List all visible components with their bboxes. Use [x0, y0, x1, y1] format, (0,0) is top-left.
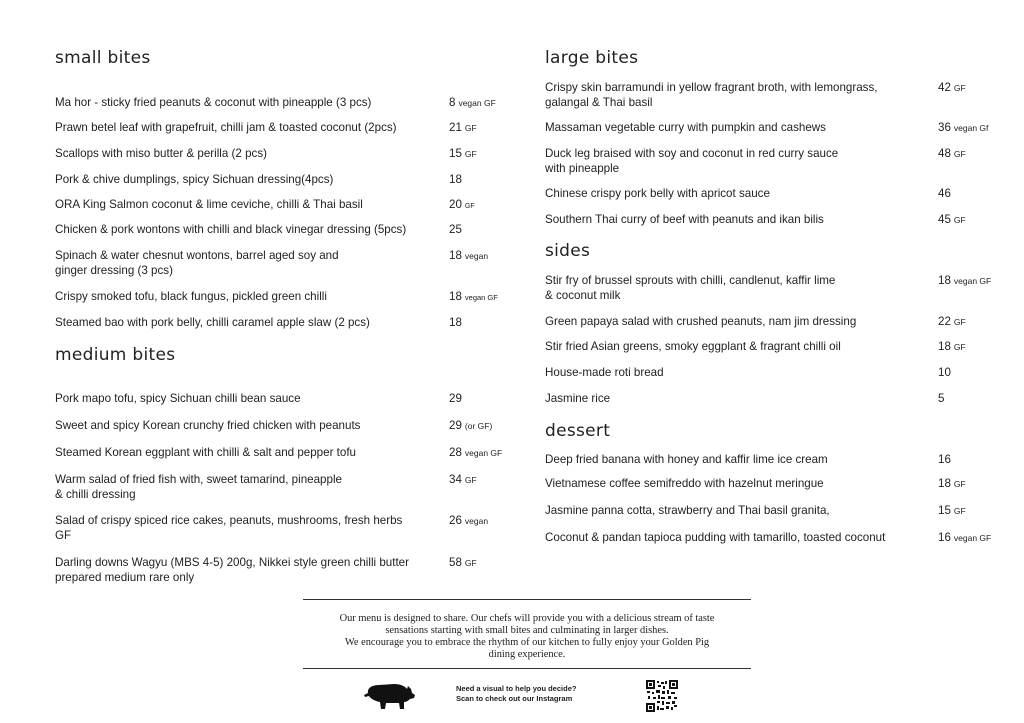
- item-tag: vegan GF: [464, 448, 503, 458]
- item-price-block: [449, 95, 496, 111]
- qr-code-icon[interactable]: [646, 680, 678, 712]
- item-price: 29: [449, 419, 462, 432]
- item-name: [545, 146, 925, 176]
- item-price-block: [938, 452, 954, 468]
- sharing-note-line: dining experience.: [488, 649, 566, 660]
- item-tag: vegan: [464, 516, 489, 526]
- item-price: 18: [449, 290, 462, 303]
- item-name: Vietnamese coffee semifreddo with hazelnut meringue: [545, 477, 824, 490]
- instagram-prompt: [456, 684, 576, 704]
- item-tag: vegan GF: [953, 533, 992, 543]
- item-name: [55, 513, 443, 543]
- sharing-note-box: [303, 599, 751, 669]
- small-bites-heading: small bites: [55, 48, 151, 68]
- item-tag: vegan GF: [464, 293, 498, 302]
- item-name: [545, 273, 925, 303]
- item-price: 29: [449, 392, 462, 405]
- item-name-line2: ginger dressing (3 pcs): [55, 264, 173, 277]
- item-tag: (or GF): [464, 421, 493, 431]
- item-name: Jasmine panna cotta, strawberry and Thai basil granita,: [545, 504, 830, 517]
- item-price: 18: [449, 173, 462, 186]
- item-price-block: [449, 120, 477, 136]
- item-price: 18: [938, 274, 951, 287]
- item-tag: GF: [464, 203, 475, 210]
- item-price-block: [449, 418, 492, 434]
- item-price: 42: [938, 81, 951, 94]
- item-name: Steamed bao with pork belly, chilli caramel apple slaw (2 pcs): [55, 316, 370, 329]
- item-price-block: [449, 391, 465, 407]
- item-name: Southern Thai curry of beef with peanuts and ikan bilis: [545, 213, 824, 226]
- item-price-block: [449, 513, 488, 529]
- item-price: 45: [938, 213, 951, 226]
- item-tag: GF: [953, 317, 966, 327]
- item-name: Steamed Korean eggplant with chilli & salt and pepper tofu: [55, 446, 356, 459]
- item-price: 26: [449, 514, 462, 527]
- item-price-block: [449, 146, 477, 162]
- item-tag: vegan GF: [458, 98, 496, 108]
- item-price-block: [938, 503, 966, 519]
- item-price-block: [449, 197, 475, 214]
- item-tag: GF: [953, 342, 966, 352]
- item-price-block: [938, 476, 966, 492]
- item-name-line2: & coconut milk: [545, 289, 621, 302]
- item-tag: GF: [953, 149, 966, 159]
- sharing-note-line: Our menu is designed to share. Our chefs will provide you with a delicious stream of taste: [339, 613, 715, 624]
- item-price: 10: [938, 366, 951, 379]
- item-name: Chinese crispy pork belly with apricot sauce: [545, 187, 770, 200]
- medium-bites-heading: medium bites: [55, 345, 176, 365]
- item-tag: GF: [464, 558, 477, 568]
- item-price-block: [449, 472, 477, 488]
- item-name: Ma hor - sticky fried peanuts & coconut with pineapple (3 pcs): [55, 96, 372, 109]
- sharing-note-line: sensations starting with small bites and culminating in larger dishes.: [385, 625, 669, 636]
- item-name-line2: galangal & Thai basil: [545, 96, 653, 109]
- instagram-prompt-line2: Scan to check out our Instagram: [456, 694, 573, 703]
- item-name-line1: Spinach & water chesnut wontons, barrel aged soy and: [55, 249, 339, 262]
- item-name: [55, 472, 443, 502]
- item-price: 25: [449, 223, 462, 236]
- item-price: 16: [938, 531, 951, 544]
- item-price: 34: [449, 473, 462, 486]
- item-tag: vegan GF: [953, 276, 992, 286]
- item-tag: GF: [953, 215, 966, 225]
- item-price: 5: [938, 392, 945, 405]
- item-price-block: [449, 315, 465, 331]
- item-tag: vegan Gf: [953, 123, 989, 133]
- item-price-block: [449, 289, 498, 305]
- item-price-block: [938, 212, 966, 228]
- item-name: Crispy smoked tofu, black fungus, pickled green chilli: [55, 290, 327, 303]
- item-price: 20: [449, 198, 462, 211]
- large-bites-heading: large bites: [545, 48, 639, 68]
- item-name-line1: Salad of crispy spiced rice cakes, peanuts, mushrooms, fresh herbs: [55, 514, 403, 527]
- item-name-line2: prepared medium rare only: [55, 571, 195, 584]
- item-name-line1: Crispy skin barramundi in yellow fragrant broth, with lemongrass,: [545, 81, 878, 94]
- item-name-line1: Warm salad of fried fish with, sweet tamarind, pineapple: [55, 473, 342, 486]
- item-price: 28: [449, 446, 462, 459]
- item-name-line2: with pineapple: [545, 162, 620, 175]
- item-price-block: [449, 555, 477, 571]
- item-name-line2: & chilli dressing: [55, 488, 136, 501]
- item-price: 15: [449, 147, 462, 160]
- sharing-note-line: We encourage you to embrace the rhythm of our kitchen to fully enjoy your Golden Pig: [344, 637, 710, 648]
- item-price-block: [938, 80, 966, 96]
- item-price: 18: [938, 340, 951, 353]
- item-name-line2: GF: [55, 529, 72, 542]
- item-price-block: [938, 314, 966, 330]
- item-name: Prawn betel leaf with grapefruit, chilli jam & toasted coconut (2pcs): [55, 121, 397, 134]
- item-tag: GF: [953, 506, 966, 516]
- item-price: 8: [449, 96, 456, 109]
- item-tag: GF: [953, 83, 966, 93]
- item-name-line1: Stir fry of brussel sprouts with chilli, candlenut, kaffir lime: [545, 274, 836, 287]
- item-tag: GF: [464, 123, 477, 133]
- pig-icon: [362, 678, 416, 712]
- item-name: ORA King Salmon coconut & lime ceviche, chilli & Thai basil: [55, 198, 363, 211]
- item-price-block: [938, 339, 966, 355]
- item-price: 36: [938, 121, 951, 134]
- item-name: Deep fried banana with honey and kaffir lime ice cream: [545, 453, 828, 466]
- item-name: Stir fried Asian greens, smoky eggplant & fragrant chilli oil: [545, 340, 841, 353]
- item-name: [55, 555, 443, 585]
- item-name: Massaman vegetable curry with pumpkin and cashews: [545, 121, 826, 134]
- item-price-block: [938, 186, 954, 202]
- item-name: [545, 80, 925, 110]
- instagram-prompt-line1: Need a visual to help you decide?: [456, 684, 577, 693]
- item-price: 18: [449, 316, 462, 329]
- item-price: 58: [449, 556, 462, 569]
- item-name-line1: Duck leg braised with soy and coconut in red curry sauce: [545, 147, 839, 160]
- item-price: 22: [938, 315, 951, 328]
- sharing-note: [303, 613, 751, 661]
- item-price-block: [449, 248, 488, 264]
- item-price-block: [449, 172, 465, 188]
- item-tag: GF: [464, 475, 477, 485]
- sides-heading: sides: [545, 241, 591, 261]
- item-name: Coconut & pandan tapioca pudding with tamarillo, toasted coconut: [545, 531, 886, 544]
- item-price: 18: [938, 477, 951, 490]
- item-price-block: [938, 146, 966, 162]
- item-tag: GF: [464, 149, 477, 159]
- item-price: 16: [938, 453, 951, 466]
- item-price: 48: [938, 147, 951, 160]
- item-price-block: [938, 365, 954, 381]
- item-name: Scallops with miso butter & perilla (2 pcs): [55, 147, 267, 160]
- item-name: Pork & chive dumplings, spicy Sichuan dressing(4pcs): [55, 173, 334, 186]
- item-name-line1: Darling downs Wagyu (MBS 4-5) 200g, Nikkei style green chilli butter: [55, 556, 409, 569]
- item-price-block: [449, 445, 502, 461]
- item-price: 21: [449, 121, 462, 134]
- item-tag: vegan: [464, 251, 489, 261]
- item-name: Sweet and spicy Korean crunchy fried chicken with peanuts: [55, 419, 361, 432]
- item-price-block: [938, 273, 991, 289]
- item-name: Pork mapo tofu, spicy Sichuan chilli bean sauce: [55, 392, 301, 405]
- item-price-block: [938, 530, 991, 546]
- item-name: Green papaya salad with crushed peanuts, nam jim dressing: [545, 315, 857, 328]
- item-price-block: [938, 120, 988, 136]
- item-price: 46: [938, 187, 951, 200]
- item-name: House-made roti bread: [545, 366, 664, 379]
- item-name: Chicken & pork wontons with chilli and black vinegar dressing (5pcs): [55, 223, 407, 236]
- item-price: 15: [938, 504, 951, 517]
- item-price-block: [938, 391, 947, 407]
- item-tag: GF: [953, 479, 966, 489]
- item-name: Jasmine rice: [545, 392, 611, 405]
- dessert-heading: dessert: [545, 421, 611, 441]
- item-name: [55, 248, 443, 278]
- item-price: 18: [449, 249, 462, 262]
- item-price-block: [449, 222, 465, 238]
